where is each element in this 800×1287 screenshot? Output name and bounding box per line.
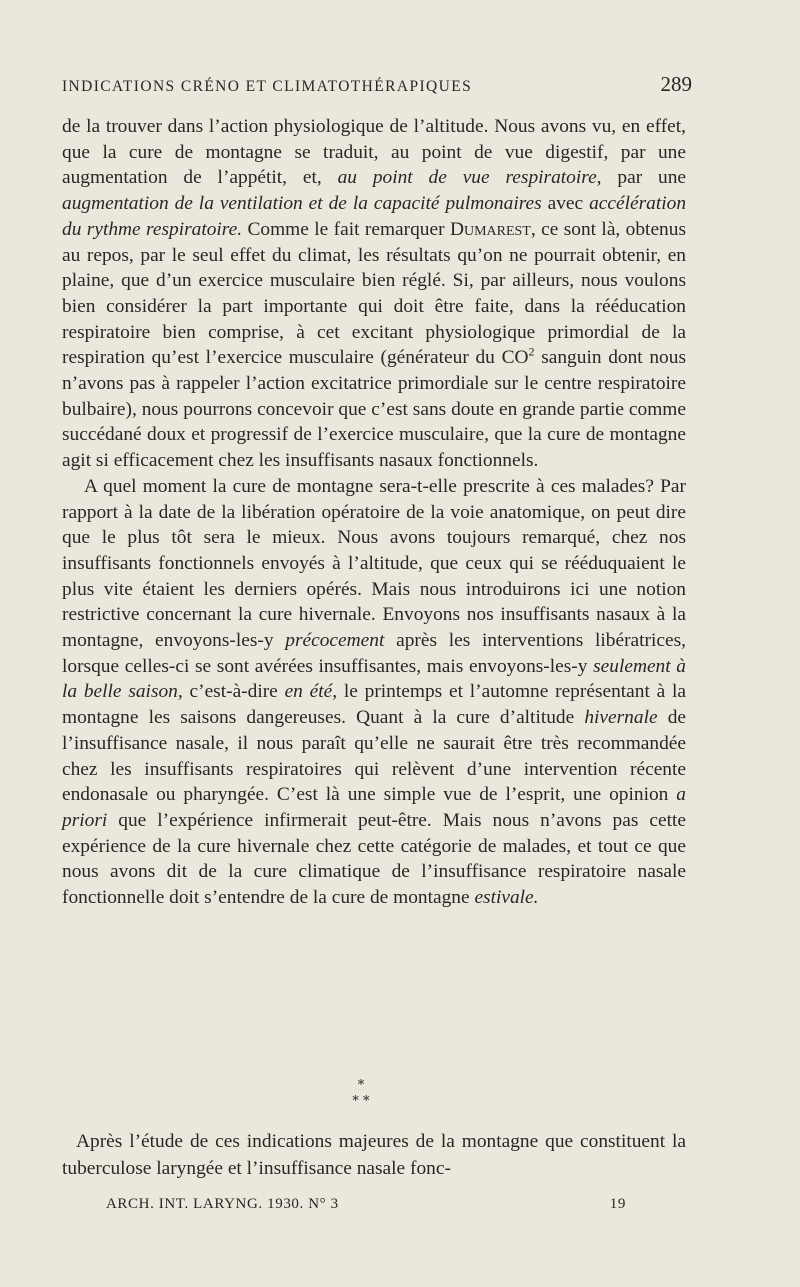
body-text	[62, 114, 686, 911]
journal-reference: ARCH. INT. LARYNG. 1930. N° 3	[106, 1196, 339, 1212]
text-run: A quel moment la cure de montagne sera-t-elle prescrite à ces malades? Par rapport à la date de la libération opératoire de la voie anatomique, on peut dire que le plus tôt sera le mieux. Nous avons toujours remarqué, chez nos insuffisants fonctionnels envoyés à l’altitude, que ceux qui se rééduquaient le plus vite étaient les derniers opérés. Mais nous introduirons ici une notion restrictive concernant la cure hivernale. Envoyons nos insuffisants nasaux à la montagne, envoyons-les-y	[62, 475, 686, 652]
superscript: 2	[528, 344, 535, 359]
text-run: le printemps et l’automne représentant à la montagne les saisons dangereuses. Quant à la cure d’altitude	[62, 681, 687, 729]
page-number: 289	[660, 72, 692, 96]
italic-run: augmentation de la ventilation et de la capacité pulmonaires	[62, 193, 542, 215]
italic-run: au point de vue respiratoire,	[337, 167, 602, 189]
paragraph-2	[62, 474, 686, 911]
text-run: avec	[541, 193, 590, 215]
page-footer	[106, 1196, 626, 1213]
page-header	[62, 72, 692, 97]
italic-run: seulement à la belle saison,	[62, 655, 686, 703]
asterisk-top: *	[357, 1078, 365, 1093]
italic-run: en été,	[284, 681, 338, 703]
italic-run: estivale.	[474, 887, 539, 909]
author-name: Dumarest	[449, 218, 531, 240]
text-run: par une	[601, 167, 687, 189]
text-run: c’est-à-dire	[182, 681, 285, 703]
text-run: que l’expérience infirmerait peut-être. Mais nous n’avons pas cette expérience de la cure hivernale chez cette catégorie de malades, et tout ce que nous avons dit de la cure climatique de l’insuffisance respiratoire nasale fonctionnelle doit s’entendre de la cure de montagne	[62, 809, 686, 909]
running-head: INDICATIONS CRÉNO ET CLIMATOTHÉRAPIQUES	[62, 78, 473, 95]
paragraph-3: Après l’étude de ces indications majeures de la montagne que constituent la tuberculose laryngée et l’insuffisance nasale fonc-	[62, 1131, 686, 1180]
signature-mark: 19	[609, 1196, 626, 1212]
text-run: après les interventions libératrices, lorsque celles-ci se sont avérées insuffisantes, mais envoyons-les-y	[62, 630, 686, 677]
italic-run: précocement	[285, 630, 385, 652]
italic-run: a priori	[62, 784, 686, 831]
italic-run: hivernale	[584, 707, 658, 729]
text-run: de l’insuffisance nasale, il nous paraît qu’elle ne saurait être très recommandée chez les insuffisants respiratoires qui relèvent d’une intervention récente endonasale ou pharyngée. C’est là une simple vue de l’esprit, une opinion	[62, 707, 686, 806]
text-run: , ce sont là, obtenus au repos, par le seul effet du climat, les résultats qu’on ne pourrait obtenir, en plaine, que d’un exercice musculaire bien réglé. Si, par ailleurs, nous voulons bien considérer la part importante qui doit être faite, dans la rééducation respiratoire bien comprise, à cet excitant physiologique primordial de la respiration qu’est l’exercice musculaire (générateur du CO	[62, 218, 686, 369]
section-separator	[336, 1078, 386, 1110]
text-run: sanguin dont nous n’avons pas à rappeler l’action excitatrice primordiale sur le centre respiratoire bulbaire), nous pourrons concevoir que c’est sans doute en grande partie comme succédané doux et progressif de l’exercice musculaire, que la cure de montagne agit si efficacement chez les insuffisants nasaux fonctionnels.	[62, 347, 686, 472]
text-run: Comme le fait remarquer	[242, 218, 450, 240]
italic-run: accélération du rythme respiratoire.	[62, 193, 687, 240]
text-run: de la trouver dans l’action physiologique de l’altitude. Nous avons vu, en effet, que la cure de montagne se traduit, au point de vue digestif, par une augmentation de l’appétit, et,	[62, 116, 686, 189]
asterisk-bottom: * *	[352, 1094, 370, 1109]
paragraph-1	[62, 114, 686, 474]
